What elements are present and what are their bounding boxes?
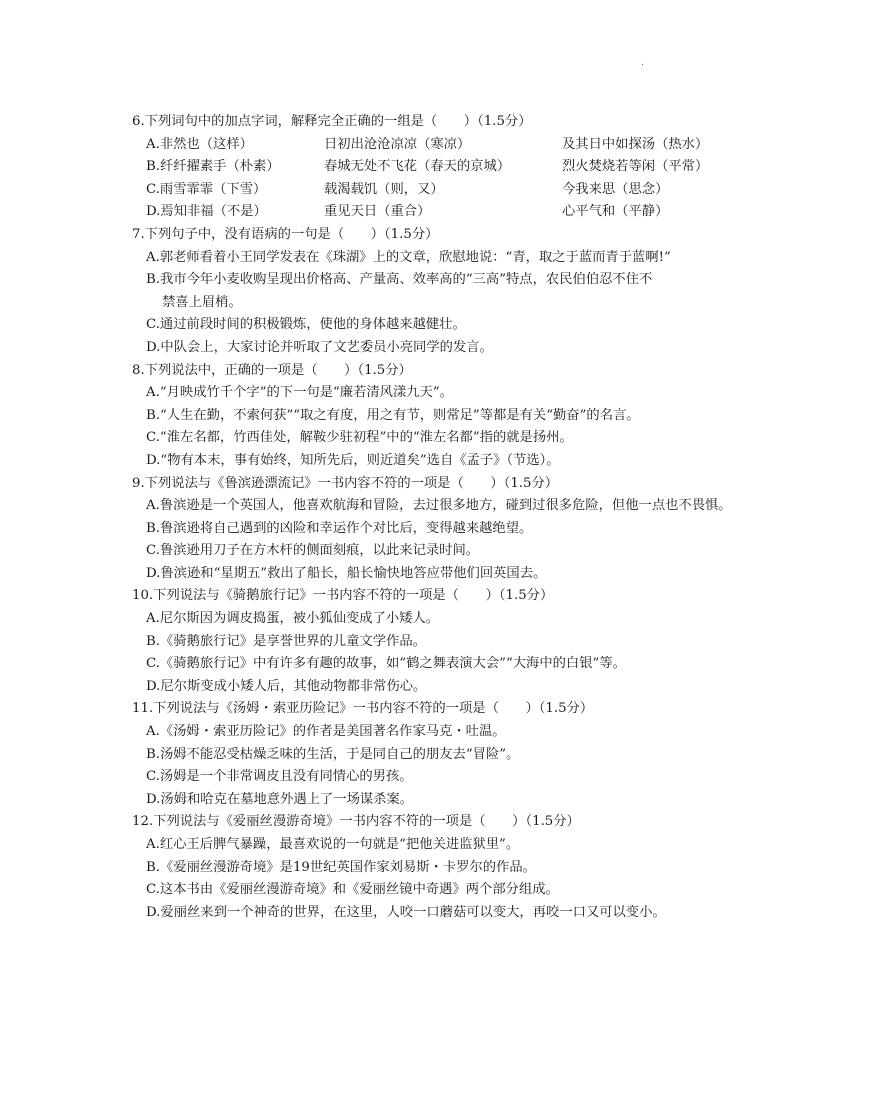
option-d: D.中队会上，大家讨论并听取了文艺委员小亮同学的发言。 <box>146 339 493 355</box>
option-a: A.郭老师看着小王同学发表在《珠湖》上的文章，欣慰地说：“青，取之于蓝而青于蓝啊!” <box>146 249 671 265</box>
option-c: C.“淮左名都，竹西佳处，解鞍少驻初程”中的“淮左名都”指的就是扬州。 <box>146 430 573 446</box>
option-cell: B.纤纤擢素手（朴素） <box>146 159 280 175</box>
question-12 <box>132 811 852 924</box>
question-10 <box>132 585 852 698</box>
option-cell: C.雨雪霏霏（下雪） <box>146 181 267 197</box>
question-stem: 11.下列说法与《汤姆・索亚历险记》一书内容不符的一项是（ ）（1.5分） <box>132 701 594 717</box>
question-11 <box>132 698 852 811</box>
question-stem: 9.下列说法与《鲁滨逊漂流记》一书内容不符的一项是（ ）（1.5分） <box>132 475 559 491</box>
question-sheet <box>132 111 852 924</box>
question-9 <box>132 473 852 586</box>
option-c: C.鲁滨逊用刀子在方木杆的侧面刻痕，以此来记录时间。 <box>146 543 480 559</box>
question-8 <box>132 360 852 473</box>
option-d: D.爱丽丝来到一个神奇的世界，在这里，人咬一口蘑菇可以变大，再咬一口又可以变小。 <box>146 904 666 920</box>
option-d: D.尼尔斯变成小矮人后，其他动物都非常伤心。 <box>146 678 427 694</box>
option-d: D.汤姆和哈克在墓地意外遇上了一场谋杀案。 <box>146 791 414 807</box>
option-cell: 载渴载饥（则，又） <box>324 181 444 197</box>
question-stem: 6.下列词句中的加点字词，解释完全正确的一组是（ ）（1.5分） <box>132 114 532 129</box>
option-c: C.通过前段时间的积极锻炼，使他的身体越来越健壮。 <box>146 317 466 333</box>
option-b: B.我市今年小麦收购呈现出价格高、产量高、效率高的“三高”特点，农民伯伯忍不住不 <box>146 272 653 288</box>
option-b: B.鲁滨逊将自己遇到的凶险和幸运作个对比后，变得越来越绝望。 <box>146 520 533 536</box>
option-b-continued: 禁喜上眉梢。 <box>162 294 242 310</box>
option-cell: 日初出沧沧凉凉（寒凉） <box>324 136 471 152</box>
option-cell: 烈火焚烧若等闲（平常） <box>562 159 709 175</box>
option-a: A.《汤姆・索亚历险记》的作者是美国著名作家马克・吐温。 <box>146 724 506 740</box>
option-row-a <box>132 134 852 157</box>
option-b: B.《骑鹅旅行记》是享誉世界的儿童文学作品。 <box>146 633 426 649</box>
option-c: C.汤姆是一个非常调皮且没有同情心的男孩。 <box>146 769 413 785</box>
option-c: C.《骑鹅旅行记》中有许多有趣的故事，如“鹤之舞表演大会”“大海中的白银”等。 <box>146 656 626 672</box>
option-cell: 及其日中如探汤（热水） <box>562 136 709 152</box>
option-a: A.红心王后脾气暴躁，最喜欢说的一句就是“把他关进监狱里”。 <box>146 837 520 852</box>
option-cell: 今我来思（思念） <box>562 181 669 197</box>
question-6 <box>132 111 852 224</box>
option-cell: D.焉知非福（不是） <box>146 204 267 220</box>
question-7 <box>132 224 852 360</box>
option-b: B.《爱丽丝漫游奇境》是19世纪英国作家刘易斯・卡罗尔的作品。 <box>146 859 536 875</box>
question-stem: 7.下列句子中，没有语病的一句是（ ）（1.5分） <box>132 226 439 242</box>
option-b: B.汤姆不能忍受枯燥乏味的生活，于是同自己的朋友去“冒险”。 <box>146 746 520 762</box>
option-a: A.尼尔斯因为调皮捣蛋，被小狐仙变成了小矮人。 <box>146 611 440 627</box>
option-a: A.“月映成竹千个字”的下一句是“廉若清风漾九天”。 <box>146 385 453 401</box>
option-row-c <box>132 179 852 202</box>
question-stem: 8.下列说法中，正确的一项是（ ）（1.5分） <box>132 362 412 378</box>
option-cell: 重见天日（重合） <box>324 204 431 220</box>
page-marker: . <box>641 58 644 68</box>
option-d: D.鲁滨逊和“星期五”救出了船长，船长愉快地答应带他们回英国去。 <box>146 565 547 581</box>
option-a: A.鲁滨逊是一个英国人，他喜欢航海和冒险，去过很多地方，碰到过很多危险，但他一点也不畏惧。 <box>146 498 732 514</box>
question-stem: 10.下列说法与《骑鹅旅行记》一书内容不符的一项是（ ）（1.5分） <box>132 588 554 604</box>
option-cell: 春城无处不飞花（春天的京城） <box>324 159 511 175</box>
option-b: B.“人生在勤，不索何获”“取之有度，用之有节，则常足”等都是有关“勤奋”的名言。 <box>146 407 640 423</box>
option-cell: 心平气和（平静） <box>562 204 669 220</box>
option-d: D.“物有本末，事有始终，知所先后，则近道矣”选自《孟子》（节选）。 <box>146 452 560 468</box>
option-c: C.这本书由《爱丽丝漫游奇境》和《爱丽丝镜中奇遇》两个部分组成。 <box>146 882 559 898</box>
option-row-b <box>132 156 852 179</box>
question-stem: 12.下列说法与《爱丽丝漫游奇境》一书内容不符的一项是（ ）（1.5分） <box>132 814 580 830</box>
option-cell: A.非然也（这样） <box>146 136 253 152</box>
option-row-d <box>132 201 852 224</box>
